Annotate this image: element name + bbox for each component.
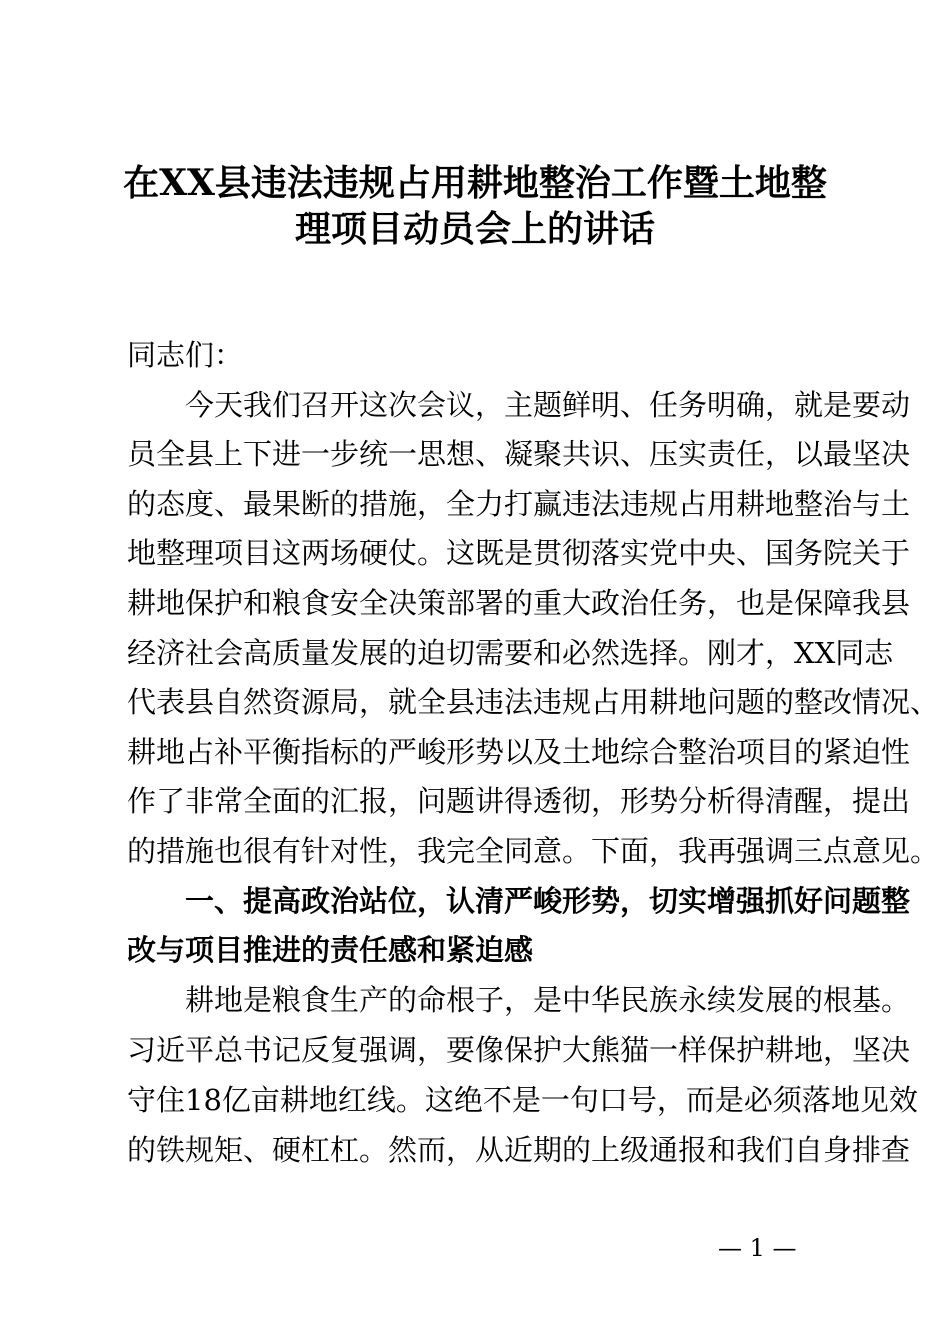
paragraph-line: 的态度、最果断的措施，全力打赢违法违规占用耕地整治与土	[127, 487, 911, 521]
paragraph-line: 耕地保护和粮食安全决策部署的重大政治任务，也是保障我县	[127, 586, 911, 620]
document-title-line-1: 在XX县违法违规占用耕地整治工作暨土地整	[123, 162, 827, 204]
paragraph-line: 的措施也很有针对性，我完全同意。下面，我再强调三点意见。	[127, 834, 940, 868]
page-number: — 1 —	[718, 1234, 797, 1262]
paragraph-line: 守住18亿亩耕地红线。这绝不是一句口号，而是必须落地见效	[127, 1083, 918, 1117]
paragraph-line: 习近平总书记反复强调，要像保护大熊猫一样保护耕地，坚决	[127, 1033, 911, 1067]
document-title-line-2: 理项目动员会上的讲话	[294, 208, 655, 250]
paragraph-line: 今天我们召开这次会议，主题鲜明、任务明确，就是要动	[185, 388, 911, 422]
paragraph-line: 员全县上下进一步统一思想、凝聚共识、压实责任，以最坚决	[127, 437, 911, 471]
paragraph-line: 经济社会高质量发展的迫切需要和必然选择。刚才，XX同志	[127, 636, 894, 670]
paragraph-line: 地整理项目这两场硬仗。这既是贯彻落实党中央、国务院关于	[127, 536, 911, 570]
salutation: 同志们：	[127, 338, 244, 372]
section-heading-line: 一、提高政治站位，认清严峻形势，切实增强抓好问题整	[185, 884, 911, 918]
paragraph-line: 的铁规矩、硬杠杠。然而，从近期的上级通报和我们自身排查	[127, 1133, 911, 1167]
paragraph-line: 代表县自然资源局，就全县违法违规占用耕地问题的整改情况、	[127, 685, 940, 719]
section-heading-line: 改与项目推进的责任感和紧迫感	[127, 933, 534, 967]
paragraph-line: 作了非常全面的汇报，问题讲得透彻，形势分析得清醒，提出	[127, 784, 911, 818]
paragraph-line: 耕地占补平衡指标的严峻形势以及土地综合整治项目的紧迫性	[127, 735, 911, 769]
paragraph-line: 耕地是粮食生产的命根子，是中华民族永续发展的根基。	[185, 983, 911, 1017]
